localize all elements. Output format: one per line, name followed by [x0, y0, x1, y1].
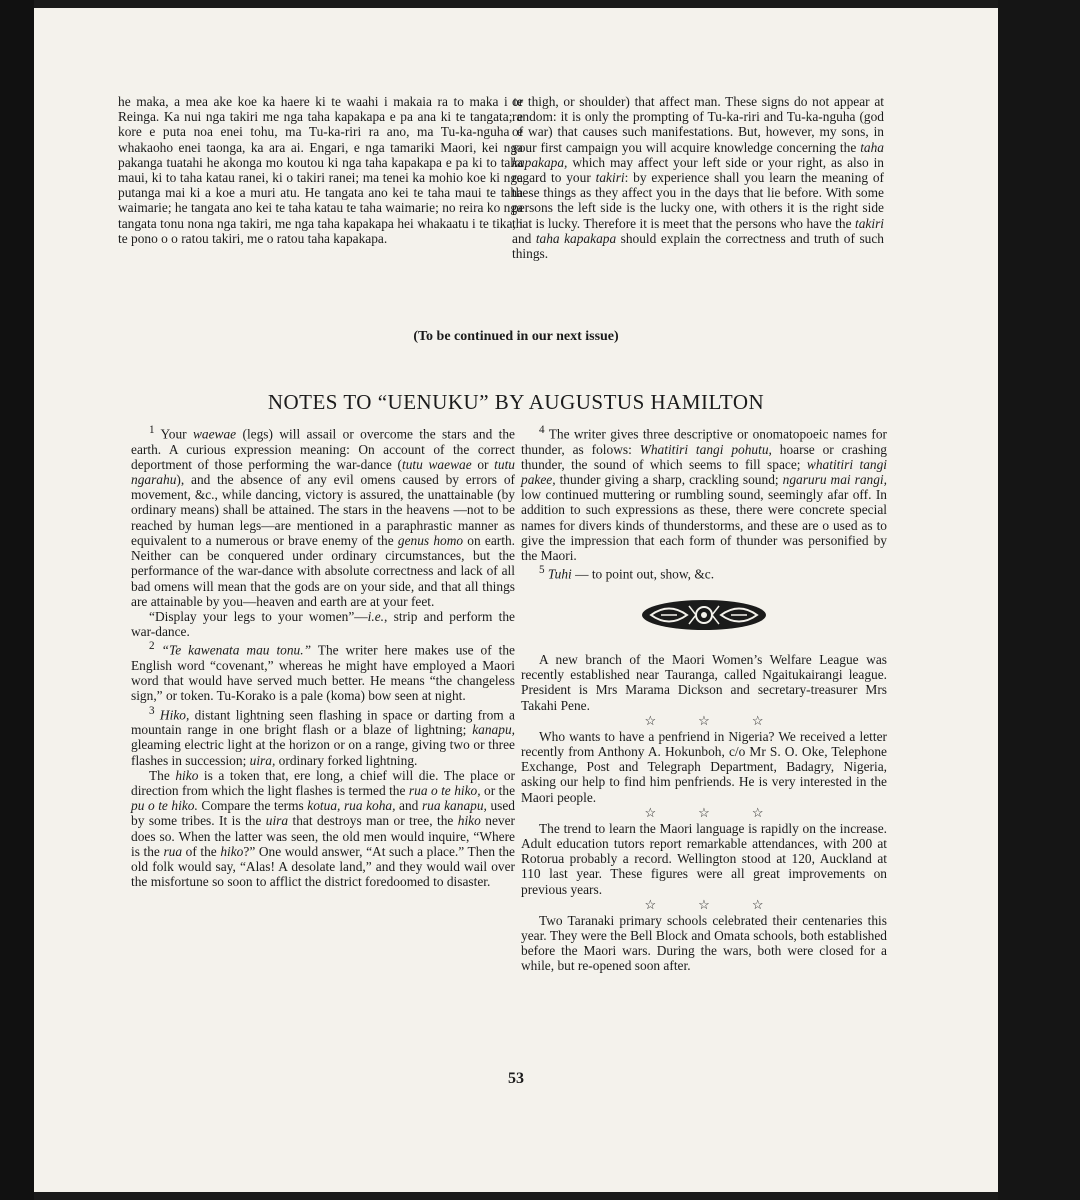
star-divider-icon: ☆☆☆	[644, 896, 806, 912]
maori-paragraph: he maka, a mea ake koe ka haere ki te waahi i makaia ra to maka i te Reinga. Ka nui nga takiri me nga taha kapakapa e pa ana ki te tangata; e kore e puta noa enei tohu, ma Tu-ka-riri ra ano, ma Tu-ka-nguha e whakaoho enei taonga, ka ara ai. Engari, e nga tamariki Maori, kei nga pakanga tuatahi he akonga mo koutou ki nga taha kapakapa e pa ki to taha maui, ki to taha katau ranei, ki o takiri ranei; ma tenei ka mohio koe ki nga putanga mai ki a koe a muri atu. He tangata ano kei te taha maui te taha waimarie; he tangata ano kei te taha katau te taha waimarie; no reira ko nga tangata tonu nona nga takiri, me nga taha kapakapa hei whakaatu i te tika, i te pono o o ratou takiri, me o ratou taha kapakapa.	[118, 94, 523, 246]
news-item: Who wants to have a penfriend in Nigeria? We received a letter recently from Anthony A. Hokunboh, c/o Mr S. O. Oke, Telephone Exchange, Post and Telegraph Department, Badagry, Nigeria, asking our help to find him penfriends. He is very interested in the Maori people.	[521, 728, 887, 805]
news-item: Two Taranaki primary schools celebrated their centenaries this year. They were the Bell Block and Omata schools, both established before the Maori wars. During the wars, both were closed for a while, but re-opened soon after.	[521, 912, 887, 974]
note-3: $^3$ Hiko, distant lightning seen flashing in space or darting from a mountain range in one bright flash or a blaze of lightning; kanapu, gleaming electric light at the horizon or on a range, giving two or three flashes in succession; uira, ordinary forked lightning.	[131, 704, 515, 768]
note-1-continued: “Display your legs to your women”—i.e., strip and perform the war-dance.	[131, 608, 515, 640]
note-4: $^4$ The writer gives three descriptive or onomatopoeic names for thunder, as folows: Whatitiri tangi pohutu, hoarse or crashing thunder, the sound of which seems to fill space; whatitiri tangi pakee, thunder giving a sharp, crackling sound; ngaruru mai rangi, low continued muttering or rumbling sound, seemingly afar off. In addition to such expressions as these, there were concrete special names for divers kinds of thunderstorms, and these are o used as to give the impression that each form of thunder was personified by the Maori.	[521, 424, 888, 564]
left-page-edge	[0, 0, 34, 1200]
news-item: A new branch of the Maori Women’s Welfare League was recently established near Tauranga, called Ngaitukairangi league. President is Mrs Marama Dickson and secretary-treasurer Mrs Takahi Pene.	[521, 651, 887, 713]
notes-right-column	[521, 423, 887, 974]
continued-note: (To be continued in our next issue)	[413, 329, 619, 344]
note-3-continued: The hiko is a token that, ere long, a chief will die. The place or direction from which the light flashes is termed the rua o te hiko, or the pu o te hiko. Compare the terms kotua, rua koha, and rua kanapu, used by some tribes. It is the uira that destroys man or tree, the hiko never does so. When the latter was seen, the old men would inquire, “Where is the rua of the hiko?” One would answer, “At such a place.” Then the old folk would say, “Alas! A desolate land,” and they would wail over the misfortune so soon to afflict the district foredoomed to disaster.	[131, 767, 516, 890]
news-item: The trend to learn the Maori language is rapidly on the increase. Adult education tutors report remarkable attendances, with 200 at Rotorua probably a record. Wellington stood at 120, Auckland at 110 last year. These figures were all great improvements on previous years.	[521, 820, 887, 897]
note-2: $^2$ “Te kawenata mau tonu.” The writer here makes use of the English word “covenant,” whereas he might have employed a Maori word that would have served much better. He means “the changeless sign,” or token. Tu-Korako is a pale (koma) bow seen at night.	[131, 640, 515, 704]
english-translation-column	[512, 94, 884, 261]
star-divider-icon: ☆☆☆	[644, 804, 806, 820]
notes-heading: NOTES TO “UENUKU” BY AUGUSTUS HAMILTON	[267, 390, 765, 414]
star-divider-icon: ☆☆☆	[644, 712, 806, 728]
translation-paragraph: or thigh, or shoulder) that affect man. These signs do not appear at random: it is only the prompting of Tu-ka-riri and Tu-ka-nguha (god of war) that causes such manifestations. But, however, my sons, in your first campaign you will acquire knowledge concerning the taha kapakapa, which may affect your left side or your right, as also in regard to your takiri: by experience shall you learn the meaning of these things as they affect you in the days that lie before. With some persons the left side is the lucky one, with others it is the right side that is lucky. Therefore it is meet that the persons who have the takiri and taha kapakapa should explain the correctness and truth of such things.	[512, 94, 884, 262]
notes-left-column	[131, 423, 515, 890]
right-page-edge	[998, 0, 1080, 1200]
note-1: $^1$ Your waewae (legs) will assail or overcome the stars and the earth. A curious expression meaning: On account of the correct deportment of those performing the war-dance (tutu waewae or tutu ngarahu), and the absence of any evil omens caused by errors of movement, &c., while dancing, victory is assured, the unattainable (by ordinary means) shall be attained. The stars in the heavens —not to be reached by human legs—are mentioned in a paraphrastic manner as equivalent to a numerous or brave enemy of the genus homo on earth. Neither can be conquered under ordinary circumstances, but the performance of the war-dance with absolute correctness and lack of all bad omens will mean that the gods are on your side, and that all things are attainable by you—heaven and earth are at your feet.	[131, 424, 516, 609]
magazine-page	[34, 8, 998, 1192]
note-5: $^5$ Tuhi — to point out, show, &c.	[539, 564, 715, 582]
maori-text-column	[118, 94, 523, 246]
maori-carving-ornament-icon	[639, 596, 769, 634]
page-number: 53	[508, 1070, 524, 1087]
